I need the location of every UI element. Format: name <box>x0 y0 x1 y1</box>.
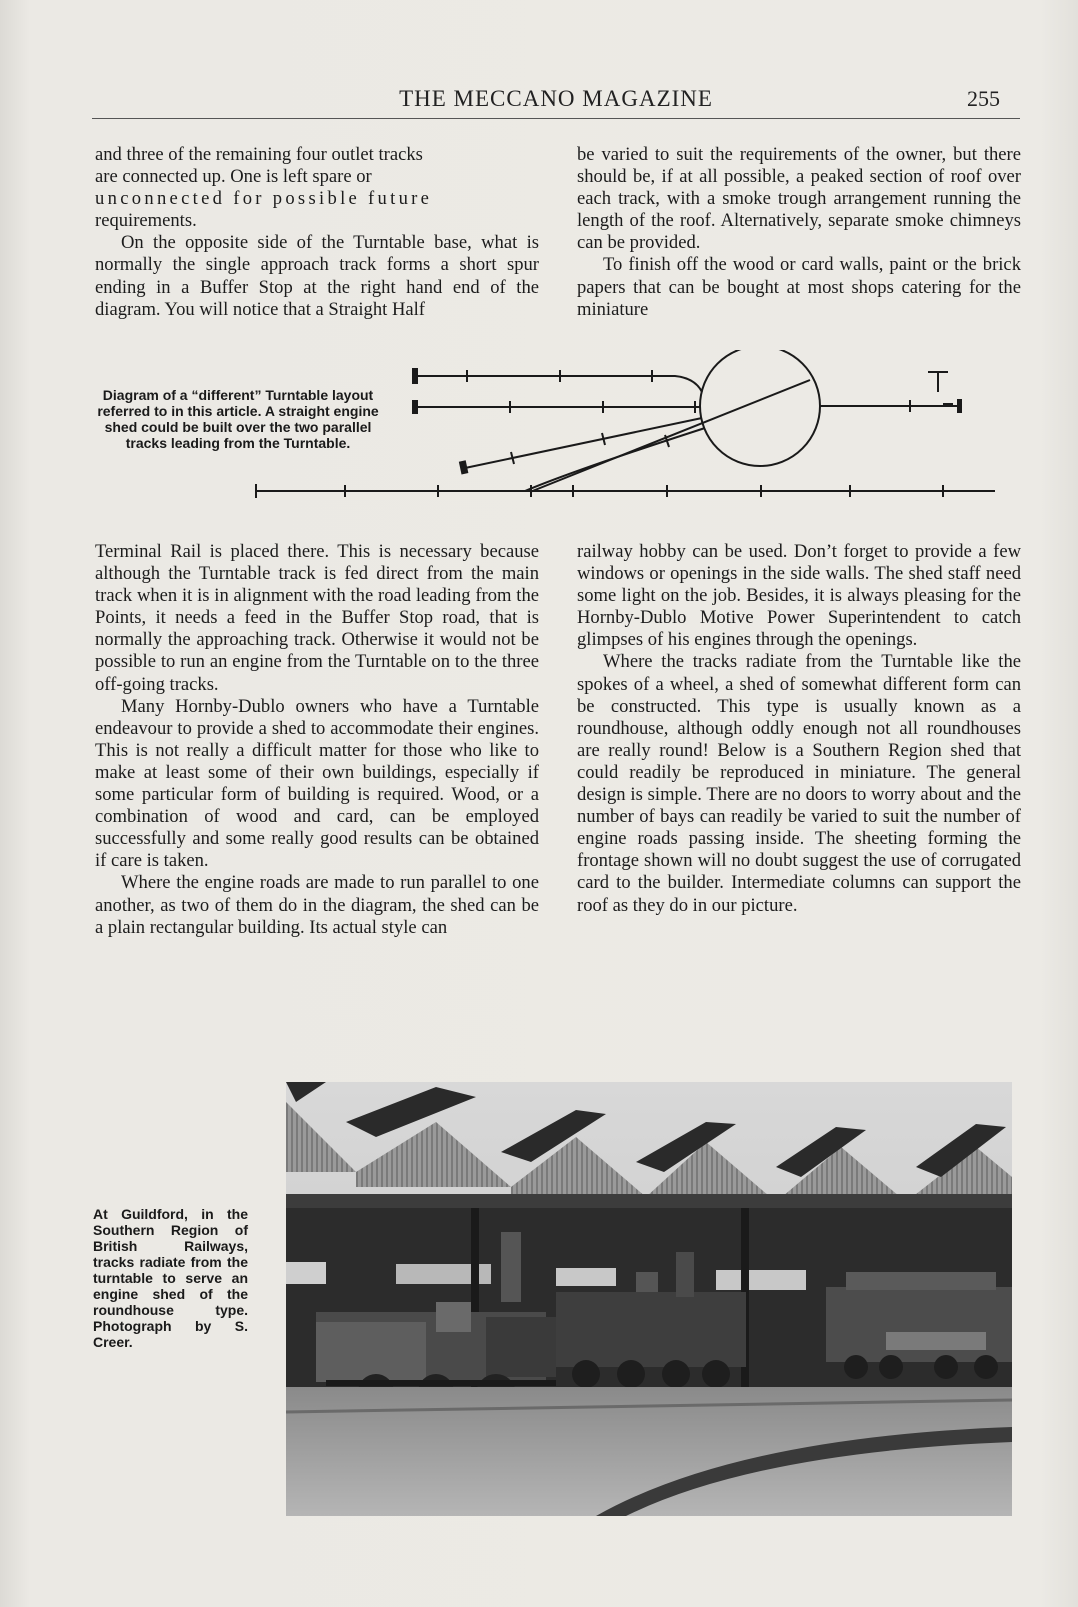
track-spur-left <box>465 418 702 468</box>
turntable-diagram <box>255 350 1015 522</box>
roundhouse-photograph <box>286 1082 1012 1516</box>
turntable-bridge <box>530 380 810 492</box>
paragraph: To finish off the wood or card walls, paint or the brick papers that can be bought at most shops catering for the miniature <box>577 254 1021 320</box>
column-left-top <box>95 144 539 321</box>
paragraph: railway hobby can be used. Don’t forget to provide a few windows or openings in the side walls. The shed staff need some light on the job. Besides, it is always pleasing for the Hornby-Dublo Motive Power Superintendent to catch glimpses of his engines through the openings. <box>577 541 1021 651</box>
text-line: unconnected for possible future <box>95 188 433 210</box>
paragraph: On the opposite side of the Turntable base, what is normally the single approach track forms a short spur ending in a Buffer Stop at the right hand end of the diagram. You will notice that a Straight Half <box>95 232 539 320</box>
buffer-stop <box>412 400 418 414</box>
buffer-stop <box>957 399 962 413</box>
magazine-title: THE MECCANO MAGAZINE <box>399 86 713 111</box>
track-top <box>415 376 702 392</box>
turntable-diagram-svg <box>255 350 1015 522</box>
text-line: are connected up. One is left spare or <box>95 166 372 188</box>
text-line: requirements. <box>95 210 197 232</box>
buffer-stop <box>459 460 469 474</box>
paragraph: be varied to suit the requirements of the owner, but there should be, if at all possible, a peaked section of roof over each track, with a smoke trough arrangement running the length of the roof. Alternatively, separate smoke chimneys can be provided. <box>577 144 1021 254</box>
turntable-circle <box>700 350 820 466</box>
page-number: 255 <box>967 86 1000 111</box>
paragraph: Many Hornby-Dublo owners who have a Turntable endeavour to provide a shed to accommodate their engines. This is not really a difficult matter for those who like to make at least some of their own buildings, especially if some particular form of building is required. Wood, or a combination of wood and card, can be employed successfully and some really good results can be obtained if care is taken. <box>95 695 539 872</box>
paragraph <box>95 144 539 232</box>
page-header <box>92 86 1020 119</box>
column-left-bottom <box>95 541 539 939</box>
diagram-caption: Diagram of a “different” Turntable layout referred to in this article. A straight engine shed could be built over the two parallel tracks leading from the Turntable. <box>97 387 379 451</box>
paragraph: Where the tracks radiate from the Turntable like the spokes of a wheel, a shed of somewhat different form can be constructed. This type is usually known as a roundhouse, although oddly enough not all roundhouses are really round! Below is a Southern Region shed that could readily be reproduced in miniature. The general design is simple. There are no doors to worry about and the number of bays can readily be varied to suit the number of engine roads passing inside. The sheeting forming the frontage shown will no doubt suggest the use of corrugated card to the builder. Intermediate columns can support the roof as they do in our picture. <box>577 651 1021 916</box>
paragraph: Where the engine roads are made to run parallel to one another, as two of them do in the diagram, the shed can be a plain rectangular building. Its actual style can <box>95 872 539 938</box>
buffer-stop <box>412 368 418 384</box>
roundhouse-photo-svg <box>286 1082 1012 1516</box>
column-right-top <box>577 144 1021 321</box>
paragraph: Terminal Rail is placed there. This is necessary because although the Turntable track is fed direct from the main track when it is in alignment with the road leading from the Points, it needs a feed in the Buffer Stop road, that is normally the approaching track. Otherwise it would not be possible to run an engine from the Turntable on to the three off-going tracks. <box>95 541 539 695</box>
photo-caption: At Guildford, in the Southern Region of British Railways, tracks radiate from the turntable to serve an engine shed of the roundhouse type. Photograph by S. Creer. <box>93 1206 248 1350</box>
track-branch <box>525 428 705 491</box>
text-line: and three of the remaining four outlet tracks <box>95 144 423 165</box>
column-right-bottom <box>577 541 1021 917</box>
